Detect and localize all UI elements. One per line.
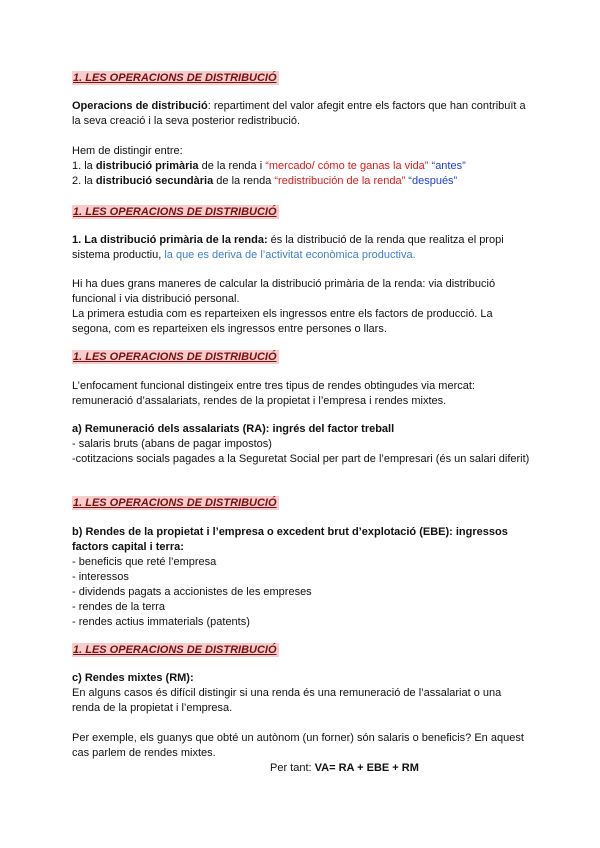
item-note-blue: “antes” bbox=[428, 160, 466, 172]
list-item bbox=[72, 159, 532, 174]
item-text: de la renda i bbox=[198, 160, 266, 172]
item-note-blue: “después” bbox=[405, 175, 458, 187]
list-item: - interessos bbox=[72, 571, 129, 583]
formula: VA= RA + EBE + RM bbox=[314, 762, 419, 774]
list-item: - salaris bruts (abans de pagar impostos) bbox=[72, 438, 272, 450]
primary-distribution-paragraph bbox=[72, 233, 532, 263]
section-heading: 1. LES OPERACIONS DE DISTRIBUCIÓ bbox=[73, 497, 277, 509]
item-prefix: 1. la bbox=[72, 160, 96, 172]
paragraph: La primera estudia com es reparteixen els ingressos entre els factors de producció. La segona, com es reparteixen els ingressos entre persones o llars. bbox=[72, 308, 493, 335]
item-text: de la renda bbox=[213, 175, 275, 187]
list-item: - dividends pagats a accionistes de les empreses bbox=[72, 586, 312, 598]
definition-paragraph bbox=[72, 99, 532, 129]
list-item bbox=[72, 174, 532, 189]
section-heading: 1. LES OPERACIONS DE DISTRIBUCIÓ bbox=[73, 644, 277, 656]
formula-prefix: Per tant: bbox=[270, 762, 315, 774]
subsection-title: a) Remuneració dels assalariats (RA): ingrés del factor treball bbox=[72, 423, 395, 435]
item-term: distribució secundària bbox=[95, 175, 214, 187]
paragraph: Hi ha dues grans maneres de calcular la distribució primària de la renda: via distribució funcional i via distribució personal. bbox=[72, 278, 496, 305]
item-prefix: 2. la bbox=[72, 175, 96, 187]
definition-text: : repartiment del valor afegit entre els factors que han contribuït a la seva creació i la seva posterior redistribució. bbox=[72, 100, 526, 127]
section-heading: 1. LES OPERACIONS DE DISTRIBUCIÓ bbox=[73, 206, 277, 218]
formula-line bbox=[270, 761, 419, 776]
section-heading: 1. LES OPERACIONS DE DISTRIBUCIÓ bbox=[73, 351, 277, 363]
paragraph: Per exemple, els guanys que obté un autònom (un forner) són salaris o beneficis? En aquest cas parlem de rendes mixtes. bbox=[72, 732, 524, 759]
paragraph: L’enfocament funcional distingeix entre tres tipus de rendes obtingudes via mercat: remuneració d’assalariats, rendes de la propietat i l’empresa i rendes mixtes. bbox=[72, 380, 475, 407]
item-note-red: “redistribución de la renda” bbox=[274, 175, 406, 187]
item-note-red: “mercado/ cómo te ganas la vida” bbox=[265, 160, 429, 172]
list-item: - beneficis que reté l’empresa bbox=[72, 556, 217, 568]
intro-line: Hem de distingir entre: bbox=[72, 145, 183, 157]
list-item: - rendes de la terra bbox=[72, 601, 165, 613]
subsection-title: c) Rendes mixtes (RM): bbox=[72, 672, 194, 684]
paragraph: En alguns casos és difícil distingir si una renda és una remuneració de l’assalariat o una renda de la propietat i l’empresa. bbox=[72, 687, 502, 714]
paragraph-note-blue: la que es deriva de l’activitat econòmica productiva. bbox=[164, 249, 416, 261]
definition-term: Operacions de distribució bbox=[72, 100, 208, 112]
item-term: distribució primària bbox=[95, 160, 199, 172]
paragraph-title: 1. La distribució primària de la renda: bbox=[72, 234, 268, 246]
subsection-title: b) Rendes de la propietat i l’empresa o excedent brut d’explotació (EBE): ingressos factors capital i terra: bbox=[72, 526, 508, 553]
paragraph-text: és la distribució de la renda que realitza el propi sistema productiu, bbox=[72, 234, 504, 261]
list-item: -cotitzacions socials pagades a la Seguretat Social per part de l’empresari (és un salari diferit) bbox=[72, 453, 530, 465]
list-item: - rendes actius immaterials (patents) bbox=[72, 616, 250, 628]
section-heading: 1. LES OPERACIONS DE DISTRIBUCIÓ bbox=[73, 72, 277, 84]
